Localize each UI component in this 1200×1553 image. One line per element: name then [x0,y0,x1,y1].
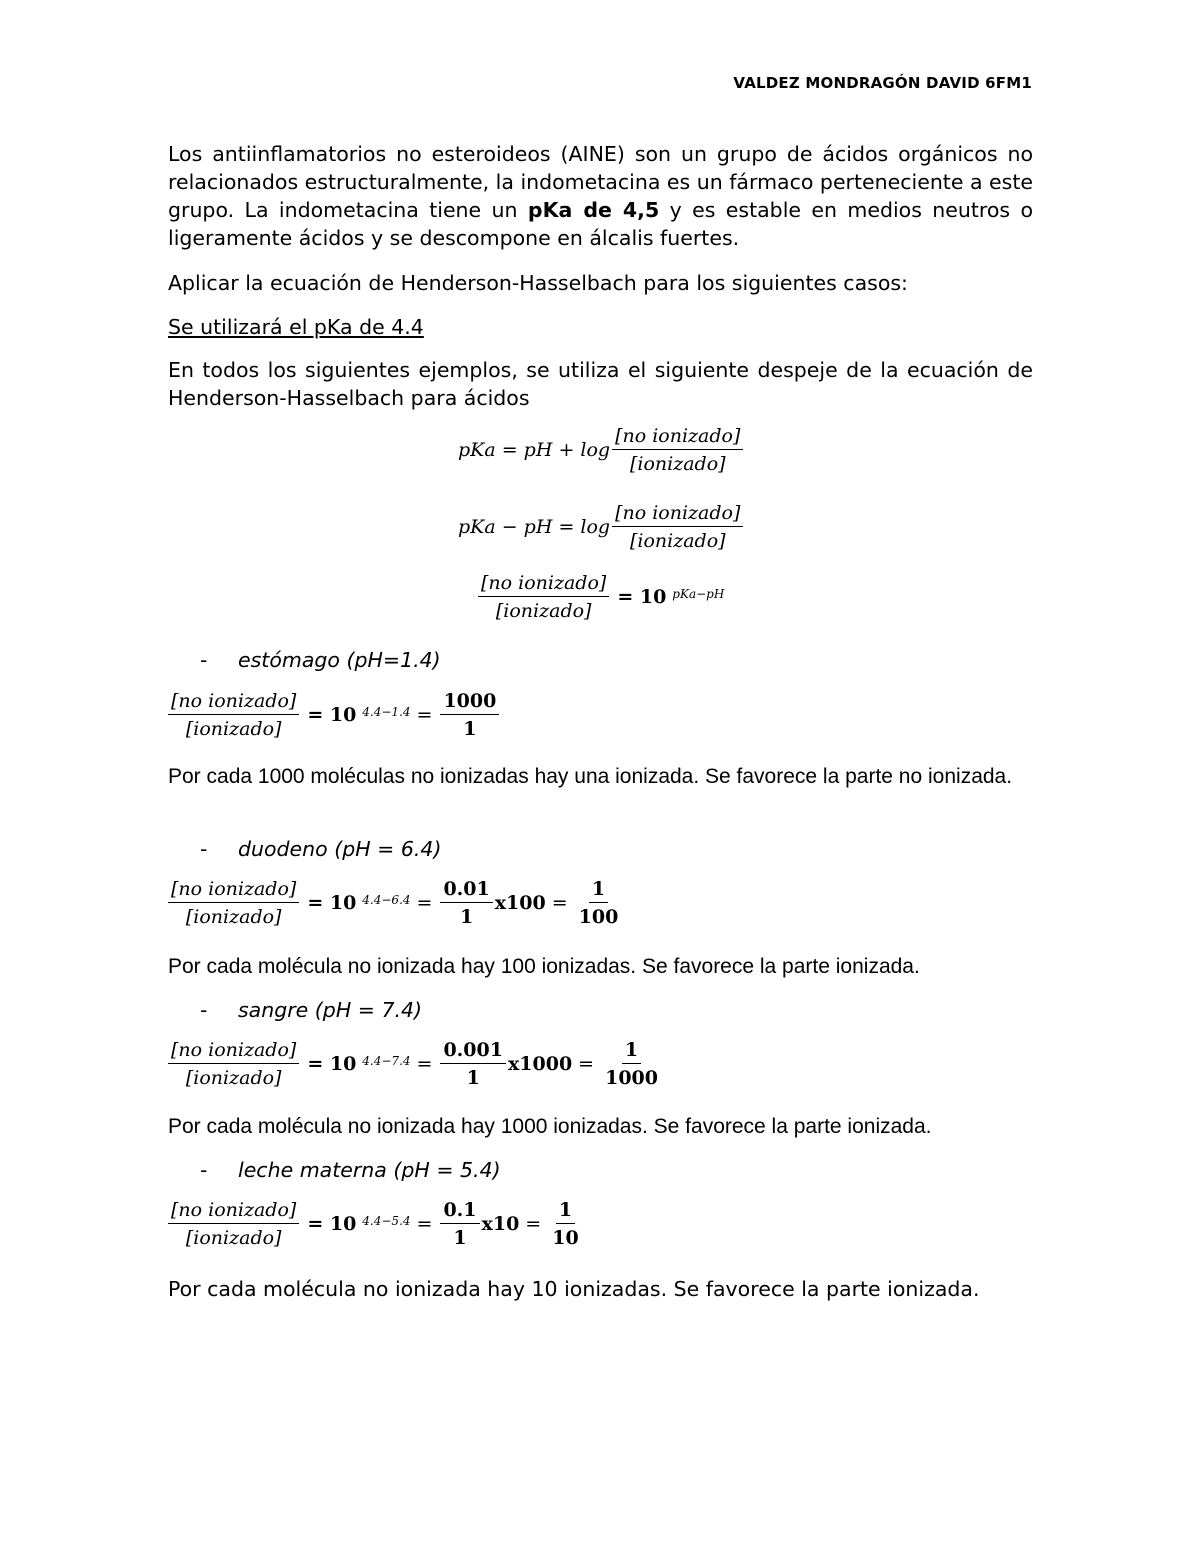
conclusion-leche: Por cada molécula no ionizada hay 10 ionizadas. Se favorece la parte ionizada. [168,1277,980,1301]
pka-note [168,313,1033,341]
case-equation-sangre: $\frac{\text{[no ionizado]}}{\text{[ionizado]}}$ = 10 $^{4.4-7.4}$ = $\frac{0.001}{1}$ x1000 = $\frac{1}{1000}$ [166,1039,663,1089]
exponent: 4.4−1.4 [362,705,411,719]
conclusion-duodeno: Por cada molécula no ionizada hay 100 ionizadas. Se favorece la parte ionizada. [168,955,920,978]
case-label-sangre: - sangre (pH = 7.4) [200,998,423,1022]
eq1-denominator: [ionizado] [629,453,726,475]
result-fraction: $\frac{1}{1000}$ [605,1039,658,1089]
eq2-denominator: [ionizado] [629,530,726,552]
case-equation-leche: $\frac{\text{[no ionizado]}}{\text{[ionizado]}}$ = 10 $^{4.4-5.4}$ = $\frac{0.1}{1}$ x10 = $\frac{1}{10}$ [166,1199,584,1249]
eq3-exponent: pKa−pH [672,587,725,601]
eq2-numerator: [no ionizado] [612,502,743,527]
ratio-fraction: $\frac{\text{[no ionizado]}}{\text{[ionizado]}}$ [168,690,299,740]
eq2-fraction [612,502,743,552]
result-fraction: $\frac{1}{100}$ [578,878,619,928]
eq3-denominator: [ionizado] [495,600,592,622]
intro-text-2: y es estable en medios neutros o ligeramente ácidos y se descompone en álcalis fuertes. [168,198,1034,250]
conclusion-sangre: Por cada molécula no ionizada hay 1000 ionizadas. Se favorece la parte ionizada. [168,1115,932,1138]
case-equation-estomago: $\frac{\text{[no ionizado]}}{\text{[ionizado]}}$ = 10 $^{4.4-1.4}$ = $\frac{1000}{1}$ [166,690,501,740]
case-label-leche: - leche materna (pH = 5.4) [200,1158,501,1182]
multiplier: x1000 [507,1053,573,1075]
ratio-fraction: $\frac{\text{[no ionizado]}}{\text{[ionizado]}}$ [168,878,299,928]
eq3-rhs: = 10 [617,586,667,608]
case-label-duodeno: - duodeno (pH = 6.4) [200,837,442,861]
intro-text-1: Los antiinflamatorios no esteroideos (AINE) son un grupo de ácidos orgánicos no relacionados estructuralmente, la indometacina es un fármaco perteneciente a este grupo. La indometacina tiene un [168,142,1033,222]
exponent: 4.4−7.4 [362,1054,411,1068]
exponent: 4.4−6.4 [362,893,411,907]
ratio-fraction: $\frac{\text{[no ionizado]}}{\text{[ionizado]}}$ [168,1199,299,1249]
step-fraction: $\frac{1000}{1}$ [440,690,499,740]
instruction-text: Aplicar la ecuación de Henderson-Hasselbach para los siguientes casos: [168,271,908,295]
step-fraction: $\frac{0.01}{1}$ [440,878,492,928]
eq1-lhs: pKa = pH + log [458,439,611,461]
ratio-fraction: $\frac{\text{[no ionizado]}}{\text{[ionizado]}}$ [168,1039,299,1089]
multiplier: x10 [481,1213,520,1235]
author-header: VALDEZ MONDRAGÓN DAVID 6FM1 [733,74,1032,92]
step-fraction: $\frac{0.1}{1}$ [440,1199,479,1249]
eq3-numerator: [no ionizado] [478,572,609,597]
step-fraction: $\frac{0.001}{1}$ [440,1039,506,1089]
equation-2 [458,502,745,552]
eq3-fraction [478,572,609,622]
eq1-numerator: [no ionizado] [612,425,743,450]
intro-paragraph [168,140,1033,252]
equation-1 [458,425,745,475]
exponent: 4.4−5.4 [362,1214,411,1228]
pka-highlight: pKa de 4,5 [527,198,660,222]
result-fraction: $\frac{1}{10}$ [552,1199,579,1249]
eq1-fraction [612,425,743,475]
case-label-estomago: - estómago (pH=1.4) [200,648,441,672]
explanation-text: En todos los siguientes ejemplos, se utiliza el siguiente despeje de la ecuación de Henderson-Hasselbach para ácidos [168,358,1033,410]
eq2-lhs: pKa − pH = log [458,516,611,538]
multiplier: x100 [494,892,546,914]
pka-note-text: Se utilizará el pKa de 4.4 [168,315,424,339]
case-equation-duodeno: $\frac{\text{[no ionizado]}}{\text{[ionizado]}}$ = 10 $^{4.4-6.4}$ = $\frac{0.01}{1}$ x100 = $\frac{1}{100}$ [166,878,623,928]
conclusion-estomago: Por cada 1000 moléculas no ionizadas hay una ionizada. Se favorece la parte no ionizada. [168,765,1013,788]
equation-3 [476,572,724,622]
